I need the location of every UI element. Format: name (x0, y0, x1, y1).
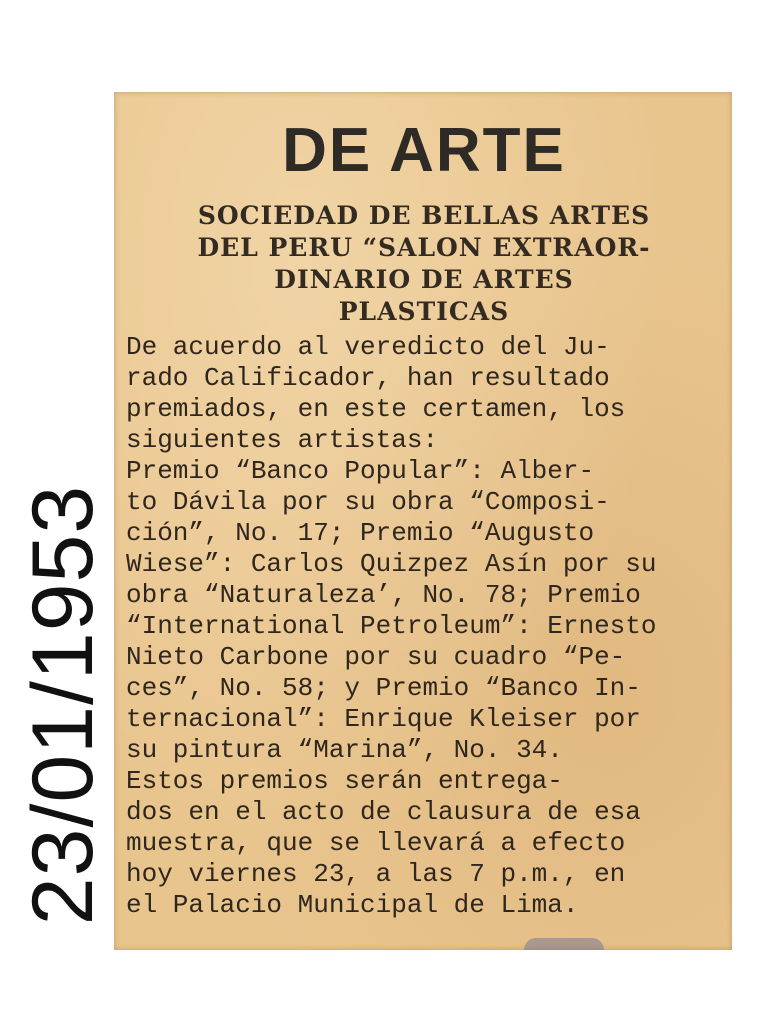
text-line: ción”, No. 17; Premio “Augusto (126, 518, 595, 548)
subhead-line: DINARIO DE ARTES (274, 265, 574, 294)
subhead-line: SOCIEDAD DE BELLAS ARTES (197, 201, 651, 230)
paragraph-2 (126, 456, 722, 766)
text-line: dos en el acto de clausura de esa (126, 797, 641, 827)
text-line: ces”, No. 58; y Premio “Banco In- (126, 673, 641, 703)
text-line: ternacional”: Enrique Kleiser por (126, 704, 641, 734)
text-line: Premio “Banco Popular”: Alber- (126, 456, 595, 486)
paragraph-3 (126, 766, 722, 921)
text-line: “International Petroleum”: Ernesto (126, 611, 657, 641)
text-line: rado Calificador, han resultado (126, 363, 610, 393)
text-line: Nieto Carbone por su cuadro “Pe- (126, 642, 626, 672)
text-line: hoy viernes 23, a las 7 p.m., en (126, 859, 626, 889)
text-line: su pintura “Marina”, No. 34. (126, 735, 563, 765)
subhead-line: DEL PERU “SALON EXTRAOR- (197, 233, 651, 262)
text-line: to Dávila por su obra “Composi- (126, 487, 610, 517)
text-line: Wiese”: Carlos Quizpez Asín por su (126, 549, 657, 579)
article-body (126, 332, 722, 921)
text-line: obra “Naturaleza’, No. 78; Premio (126, 580, 641, 610)
date-stamp-text: 23/01/1953 (15, 484, 112, 926)
subhead-line: PLASTICAS (338, 297, 510, 326)
text-line: el Palacio Municipal de Lima. (126, 890, 579, 920)
text-line: premiados, en este certamen, los (126, 394, 626, 424)
headline: DE ARTE (282, 116, 566, 185)
ink-stain (524, 938, 604, 950)
newspaper-clipping (114, 92, 732, 950)
paragraph-1 (126, 332, 722, 456)
date-stamp (15, 460, 112, 950)
text-line: siguientes artistas: (126, 425, 439, 455)
text-line: muestra, que se llevará a efecto (126, 828, 626, 858)
text-line: Estos premios serán entrega- (126, 766, 563, 796)
subheadline (126, 200, 722, 328)
text-line: De acuerdo al veredicto del Ju- (126, 332, 610, 362)
